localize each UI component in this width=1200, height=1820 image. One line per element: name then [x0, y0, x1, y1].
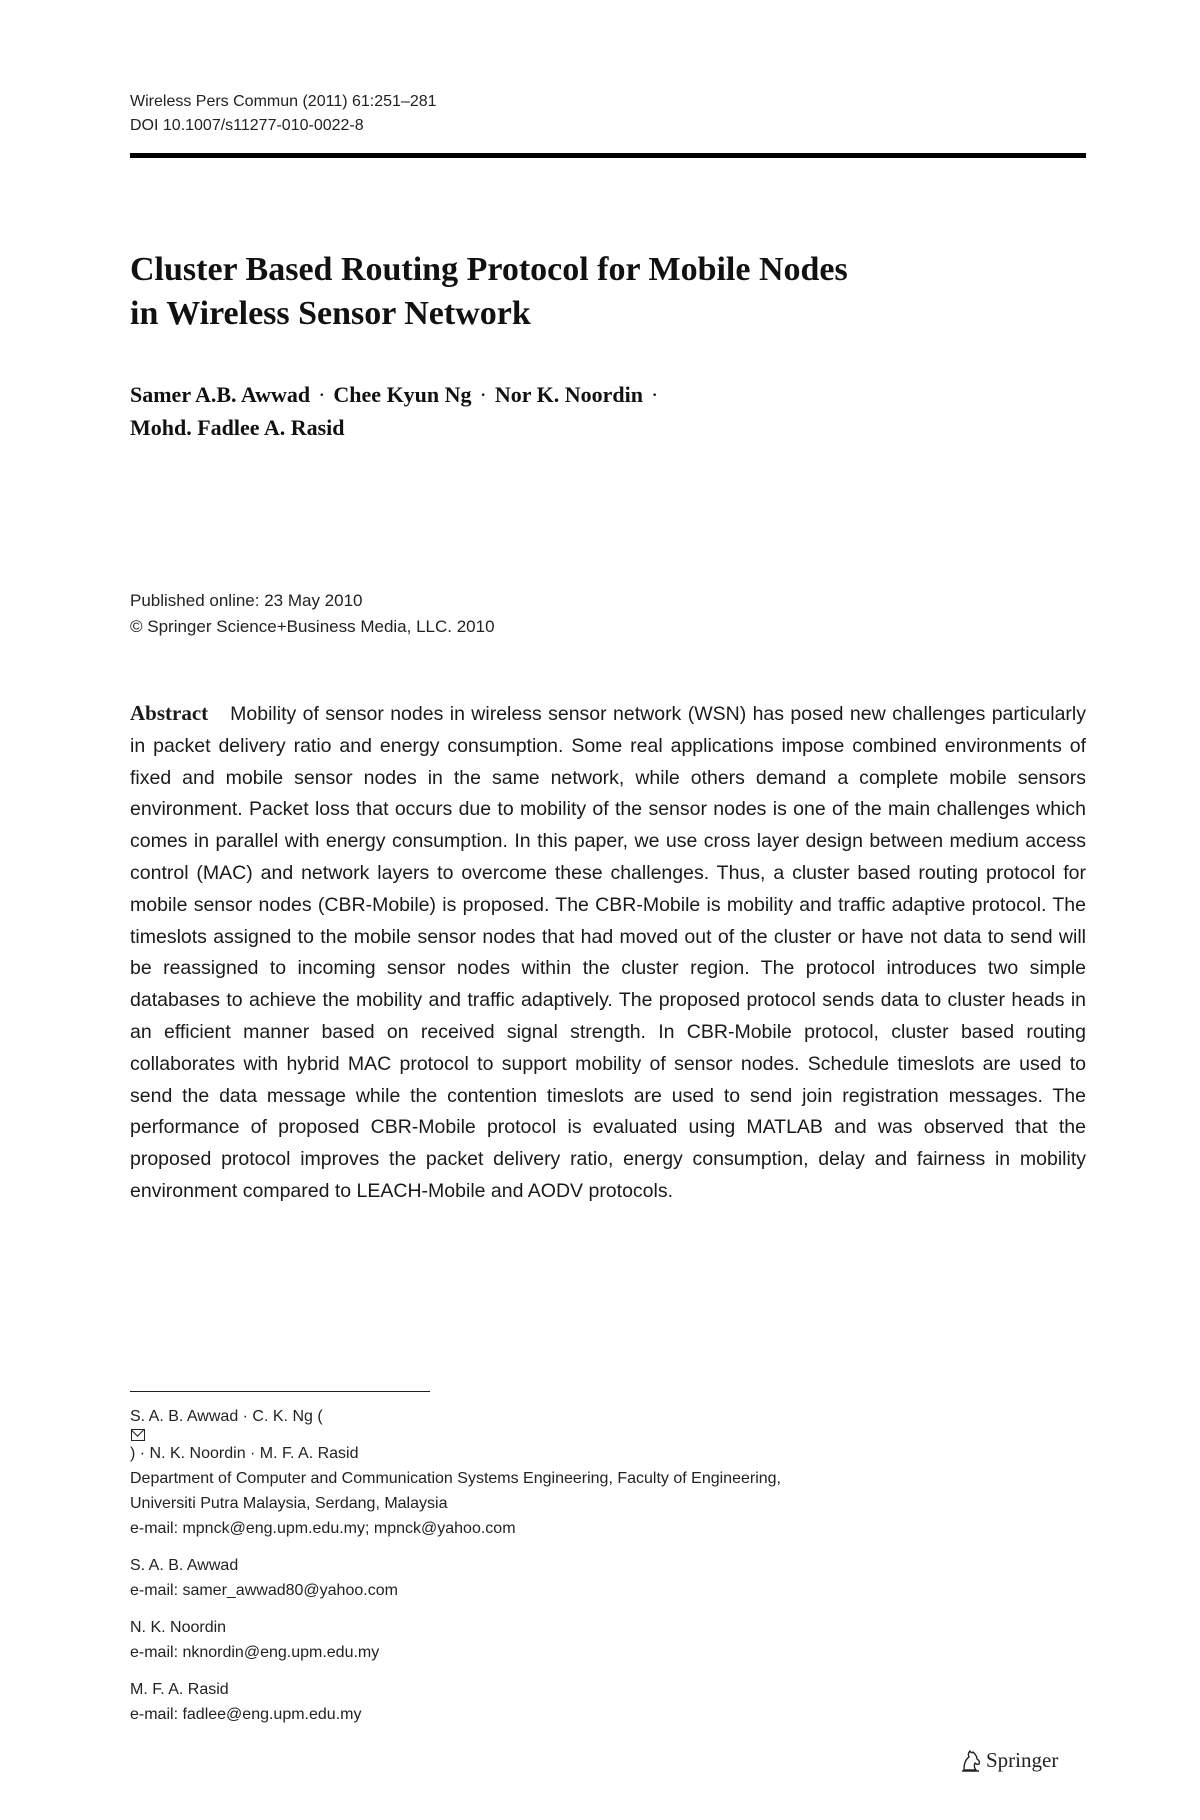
footnote-name: M. F. A. Rasid [130, 1681, 229, 1698]
journal-header [130, 90, 437, 138]
title-line-1: Cluster Based Routing Protocol for Mobile Nodes [130, 251, 848, 288]
footnote-authors-part1: S. A. B. Awwad · C. K. Ng ( [130, 1408, 323, 1425]
author-separator: · [479, 382, 487, 407]
author-list [130, 378, 666, 444]
footnote-email[interactable]: e-mail: samer_awwad80@yahoo.com [130, 1582, 398, 1599]
footnote-entry [130, 1677, 1086, 1727]
copyright: © Springer Science+Business Media, LLC. 2010 [130, 617, 495, 636]
author-name: Chee Kyun Ng [333, 382, 472, 407]
footnote-name: N. K. Noordin [130, 1619, 227, 1636]
abstract-label: Abstract [130, 701, 209, 725]
published-date: Published online: 23 May 2010 [130, 591, 363, 610]
author-separator: · [318, 382, 326, 407]
paper-title [130, 248, 1086, 336]
footnote-rule [130, 1391, 430, 1392]
affiliation-line-2: Universiti Putra Malaysia, Serdang, Malaysia [130, 1495, 448, 1512]
author-name: Nor K. Noordin [494, 382, 643, 407]
abstract-text: Mobility of sensor nodes in wireless sensor network (WSN) has posed new challenges particularly in packet delivery ratio and energy consumption. Some real applications impose combined environments of fixed and mobile sensor nodes in the same network, while others demand a complete mobile sensors environment. Packet loss that occurs due to mobility of the sensor nodes is one of the main challenges which comes in parallel with energy consumption. In this paper, we use cross layer design between medium access control (MAC) and network layers to overcome these challenges. Thus, a cluster based routing protocol for mobile sensor nodes (CBR-Mobile) is proposed. The CBR-Mobile is mobility and traffic adaptive protocol. The timeslots assigned to the mobile sensor nodes that had moved out of the cluster or have not data to send will be reassigned to incoming sensor nodes within the cluster region. The protocol introduces two simple databases to achieve the mobility and traffic adaptively. The proposed protocol sends data to cluster heads in an efficient manner based on received signal strength. In CBR-Mobile protocol, cluster based routing collaborates with hybrid MAC protocol to support mobility of sensor nodes. Schedule timeslots are used to send the data message while the contention timeslots are used to send join registration messages. The performance of proposed CBR-Mobile protocol is evaluated using MATLAB and was observed that the proposed protocol improves the packet delivery ratio, energy consumption, delay and fairness in mobility environment compared to LEACH-Mobile and AODV protocols. [130, 703, 1086, 1202]
author-name: Mohd. Fadlee A. Rasid [130, 415, 345, 440]
header-rule [130, 153, 1086, 158]
footnote-authors [130, 1404, 1086, 1466]
springer-horse-icon [960, 1749, 982, 1773]
author-footnotes [130, 1404, 1086, 1739]
author-separator: · [650, 382, 659, 407]
footnote-authors-part2: ) · N. K. Noordin · M. F. A. Rasid [130, 1445, 359, 1462]
footnote-main [130, 1404, 1086, 1541]
publisher-logo [960, 1748, 1058, 1773]
publication-info [130, 588, 495, 640]
author-line-2 [130, 411, 666, 444]
author-line-1 [130, 378, 666, 411]
affiliation-line-1: Department of Computer and Communication Systems Engineering, Faculty of Engineering, [130, 1470, 781, 1487]
envelope-icon [131, 1429, 145, 1441]
footnote-entry [130, 1615, 1086, 1665]
journal-citation: Wireless Pers Commun (2011) 61:251–281 [130, 93, 437, 110]
footnote-email[interactable]: e-mail: nknordin@eng.upm.edu.my [130, 1644, 380, 1661]
corresponding-email[interactable]: e-mail: mpnck@eng.upm.edu.my; mpnck@yahoo.com [130, 1520, 516, 1537]
abstract [130, 698, 1086, 1208]
title-line-2: in Wireless Sensor Network [130, 295, 531, 332]
footnote-email[interactable]: e-mail: fadlee@eng.upm.edu.my [130, 1706, 362, 1723]
footnote-entry [130, 1553, 1086, 1603]
publisher-name: Springer [986, 1748, 1059, 1772]
footnote-name: S. A. B. Awwad [130, 1557, 239, 1574]
doi: DOI 10.1007/s11277-010-0022-8 [130, 117, 364, 134]
author-name: Samer A.B. Awwad [130, 382, 311, 407]
